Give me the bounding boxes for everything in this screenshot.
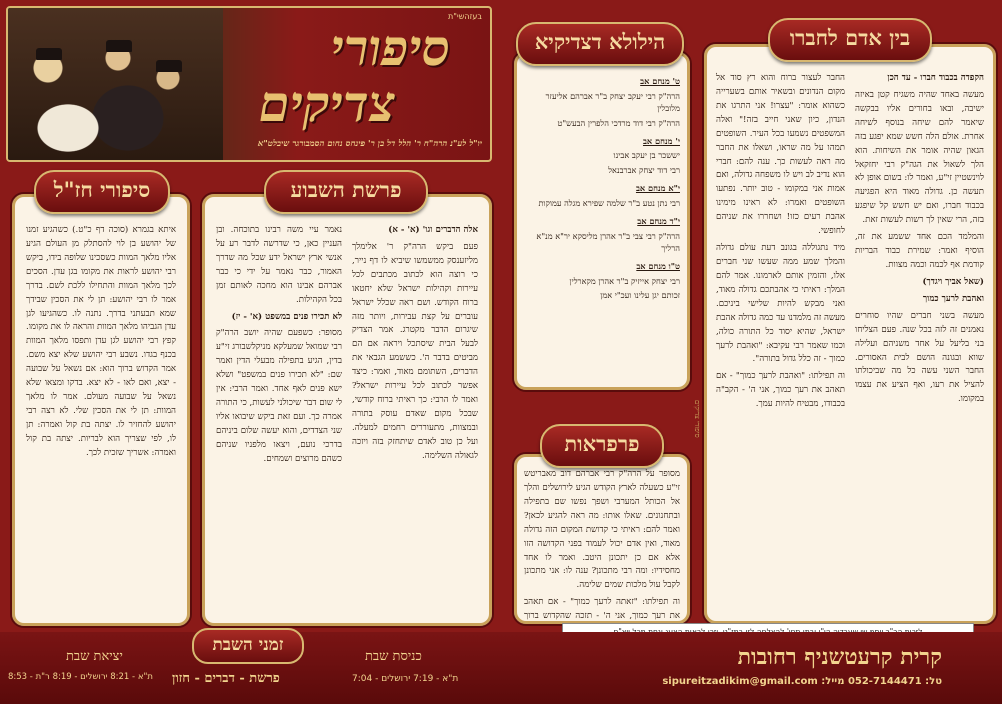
hillula-date: ט' מנחם אב bbox=[640, 76, 680, 86]
sippurei-chazal-panel bbox=[10, 192, 192, 628]
parpraot-text-2: וה תפילתו: "זאתה לרעך כמוך" - אם תאהב את רעך כמוך, אני ה' - תזכה שהקדוש ברוך bbox=[524, 597, 680, 622]
hillula-entry: יששכר בן יעקב אבינו bbox=[613, 150, 680, 161]
bein-adam-col-1-text: מעשה באחד שהיה משגיח קטן באיזה ישיבה, ובאו בחורים אליו בבקשה שיאמר להם שיחה בנוסף לשיחה אחרת. אולם הלה חשש שמא יפגע בזה הגאון שהיה אומר את השיחות. הוא הלך לשאול את הגה"ק רבי יחזקאל לוינשטיין זי"ע, ואמר לו: בשום אופן לא תעשה כן. גדולה מאוד היא הפגיעה בכבוד חברו, ואם יש חשש קל שיפגע בזה, הרי שאין לך רשות לעשות זאת. bbox=[855, 89, 984, 226]
parasha-col-2-text-b: מסופר: כשפעם שהיה יושב הרה"ק רבי שמואל שמעלקא מניקלשבורג זי"ע בדין, הגיע בתפילה מבעלי הדין ואמר שם: "לא תכירו פנים במשפט" ושלא ישא פנים לאף אחד. ואמר הרבי: אין לי שום דבר שיכולני לעשות, כי התורה אמרה כך. ועם זאת ביקש שיבואו אליו שני הצדדים, והוא יעשה שלום ביניהם בדרכי נועם, ויצאו מלפניו שניהם כשהם מרוצים ושמחים. bbox=[216, 328, 342, 464]
bein-adam-subheading-2: (שאל אביך ויגדך) bbox=[922, 276, 984, 287]
sippurei-chazal-text: איתא בגמרא (סוכה דף כ"ט.) כשהגיע זמנו של יהושע בן לוי להסתלק מן העולם הגיע אליו מלאך המוות כשסכינו שלופה בידו, ביקש רבי יהושע לראות את מקומו בגן עדן. הסכים לכך מלאך המוות והתחילו ללכת לשם. בדרך אמר לו רבי יהושע: תן לי את הסכין שבידך שמא תבעתני בדרך. נתנה לו. כשהגיעו לגן עדן הגביהו מלאך המוות והראה לו את מקומו. קפץ רבי יהושע לגן עדן ותפסו מלאך המוות בכנף בגדו. נשבע רבי יהושע שלא יצא משם. אמר הקדוש ברוך הוא: אם נשאל על שבועה - יצא, ואם לאו - לא יצא. בדקו ומצאו שלא נשאל על שבועה מעולם. אמר לו מלאך המוות: תן לי את הסכין שלי. לא רצה רבי יהושע להחזיר לו. יצתה בת קול ואמרה: תן לו, לפי שצריך הוא לבריות. יצתה בת קול ואמרה: אשריך שזכית לכך. bbox=[26, 225, 176, 458]
hillula-date: י' מנחם אב bbox=[642, 135, 680, 146]
bein-adam-panel bbox=[702, 42, 998, 626]
yetzia-times: ת"א - 8:21 ירושלים - 8:19 ר"ת - 8:53 bbox=[8, 672, 153, 682]
bein-adam-col-1 bbox=[855, 72, 984, 415]
parasha-col-1 bbox=[352, 224, 478, 470]
hillula-entry: רבי נתן נטע ב"ר שלמה שפירא מגלה עמוקות bbox=[538, 198, 680, 209]
parasha-col-2-text-a: נאמר עיי משה רבינו בתוכחה. ובן העניין כאן, כי שדרשה לדבר רע על אנשי ארץ ישראל ידע שכל מה שדרך האמור, כבר נאמר על ידי כי כבר אברהם אבינו הוא מחכה לאותם זמן בכל הקהילות. bbox=[216, 225, 342, 305]
parpraot-panel bbox=[512, 452, 692, 626]
hillula-panel bbox=[512, 50, 692, 392]
newsletter-title-line2: צדיקים bbox=[258, 74, 395, 133]
bein-adam-header: בין אדם לחברו bbox=[768, 18, 932, 62]
hillula-list bbox=[524, 70, 680, 305]
bein-adam-col-2-text-b: מיד נתגוללה בגונב דעת עולם גדולה והמלך שמע ממה שעשו שני חברים אלו, והזמין אותם לארמונו. אמר להם המלך: ראיתי כי אהבתכם גדולה מאוד, ואני מבקש להיות שלישי ביניכם. מעשה זה מלמדנו עד כמה גדולה אהבת ישראל, שהיא יסוד כל התורה כולה, וכמו שאמר רבי עקיבא: "ואהבת לרעך כמוך - זה כלל גדול בתורה". bbox=[716, 243, 845, 365]
newsletter-title-line1: סיפורי bbox=[330, 18, 450, 77]
parasha-subheading-1: אלה הדברים וגו' (א' - א) bbox=[388, 225, 478, 235]
parpraot-text-1: מסופר על הרה"ק רבי אברהם דוב מאבריטש זי"ע כשעלה לארץ הקודש הגיע לירושלים והלך אל הכותל המערבי ושפך נפשו שם בתפילה ובתחנונים. שאלו אותו: מה ראה להגיע לכאן? ואמר להם: ראיתי כי קדושת המקום הזה גדולה מאוד, ואין אדם יכול לעמוד בפני הקדושה הזו אלא אם כן יתכונן היטב. ואמר לו אחד מחסידיו: ומה רבי מתכונן? ענה לו: אני מתכונן לקבל עול מלכות שמים שלימה. bbox=[524, 469, 680, 591]
footer-band bbox=[0, 632, 1002, 704]
rabbis-painting bbox=[8, 8, 223, 160]
sippurei-chazal-header: סיפורי חז"ל bbox=[34, 170, 170, 214]
bein-adam-subheading-3: ואהבת לרעך כמוך bbox=[922, 293, 984, 304]
dedication-line: יו"ל לע"נ הרה"ח ר' הלל דל בן ר' פינחס נחום הסמבורגר שיבלט"א bbox=[257, 139, 482, 149]
kenisa-label: כניסת שבת bbox=[365, 649, 422, 664]
parasha-col-2 bbox=[216, 224, 342, 470]
hillula-entry: רבי יצחק אייזיק ב"ר אהרן מקארלין bbox=[569, 275, 680, 286]
city-title: קרית קרעטשניף רחובות bbox=[737, 644, 942, 670]
hillula-header: הילולא דצדיקיא bbox=[516, 22, 684, 66]
bein-adam-col-2 bbox=[716, 72, 845, 415]
zmanim-parasha: פרשת - דברים - חזון bbox=[172, 671, 280, 686]
side-note: סיפורי צדיקים bbox=[693, 400, 701, 438]
parasha-header: פרשת השבוע bbox=[264, 170, 428, 214]
title-banner bbox=[6, 6, 492, 162]
bs-label: בעזהשי"ת bbox=[447, 12, 482, 21]
parasha-col-1-text: פעם ביקש הרה"ק ר' אלימלך מליזענסק ממשמשו שיביא לו דף נייר, כי רוצה הוא לכתוב מכתבים לכל עיירות וקהילות ישראל שלא יחטאו ברוח הקודש. ושם ראה שכלל ישראל עוברים על קצת עבירות, ויותר מזה שיגרום הדבר מקטרג. אמר הצדיק לבעל הבית שיסתכל ויראה אם הם מביטים בדבר ה'. כששמע הגבאי את הדברים, השתומם מאוד, ואמר: כיצד אפשר לכתוב לכל עיירות ישראל? ואמר לו הרבי: כך ראיתי ברוח קודשי, שבכל מקום שאדם עוסק בתורה ובמצוות, מתעוררים רחמים למעלה. ועל כן טוב לאדם שיתחזק בזה ויזכה לגאולה השלימה. bbox=[352, 241, 478, 461]
bein-adam-col-2-text: החבר לעצור ברוח והוא רץ סוד אל מקום הנדונים ובשאיר אותם בשערייה כשהוא אומר: "עצרו! אני התרגו את הנדון, כיון שאני חייב בזה!" ואלה המשפטים נשמעו בכל העיר. השופטים תמהו על מה שראו, ושאלו את החבר מה ראה לעשות כך. ענה להם: חברי הוא נדיב לב ויש לו משפחה גדולה, ואם אמות אני במקומו - טוב יותר. נפתעו השופטים ואמרו: לא ראינו מימינו אהבת רעים כזו! ושחררו את שניהם לחופשי. bbox=[716, 73, 845, 237]
bein-adam-subheading-1: הקפדה בכבוד חברו - עד הכן bbox=[887, 73, 984, 83]
kenisa-times: ת"א - 7:19 ירושלים - 7:04 bbox=[352, 674, 459, 684]
bein-adam-col-2-text-c: וה תפילתו: "ואהבת לרעך כמוך" - אם תאהב את רעך כמוך, אני ה' - הקב"ה בכבודו, מבטיח להיות עמך. bbox=[716, 371, 845, 410]
bein-adam-col-1-text-b: והמלמד הכם אחד ששמע את זה, הוסיף ואמר: שמירת כבוד הבריות קודמת אף לכמה וכמה מצוות. bbox=[855, 232, 984, 270]
yetzia-label: יציאת שבת bbox=[66, 649, 123, 664]
hillula-entry: הרה"ק רבי דוד מרדכי הלפרין הבעש"ט bbox=[557, 117, 680, 128]
hillula-date: י"א מנחם אב bbox=[635, 183, 680, 194]
hillula-entry: רבי דוד יצחק אברבנאל bbox=[608, 165, 680, 176]
hillula-date: ט"ו מנחם אב bbox=[636, 260, 680, 271]
contact-line: טל: 052-7144471 מייל: sipureitzadikim@gmail.com bbox=[662, 676, 942, 687]
bein-adam-col-1-text-c: מעשה בשני חברים שהיו סוחרים נאמנים זה לזה בכל שנה. פעם הצליחו בני בליעל על אחד משניהם ועלילה שווא ובגונה הושם לבית האסורים. החבר השני עשה כל מה שביכולתו להציל את רעו, ואף הציע את עצמו במקומו. bbox=[855, 310, 984, 405]
hillula-entry: הרה"ק רבי צבי ב"ר אהרן מליסקא יר"א מנ"א הרליך bbox=[536, 230, 680, 253]
hillula-entry: זכותם יגן עלינו ועכ"י אמן bbox=[600, 290, 680, 301]
parasha-subheading-2: לא תכירו פנים במשפט (א' - יז) bbox=[231, 311, 342, 322]
parpraot-text bbox=[524, 468, 680, 626]
hillula-date: י"ד מנחם אב bbox=[637, 216, 680, 227]
zmanim-header: זמני השבת bbox=[192, 628, 304, 664]
hillula-entry: הרה"ק רבי יעקב יצחק ב"ר אברהם אליעזר מלובלין bbox=[545, 90, 680, 113]
parasha-panel bbox=[200, 192, 494, 628]
parpraot-header: פרפראות bbox=[540, 424, 664, 468]
